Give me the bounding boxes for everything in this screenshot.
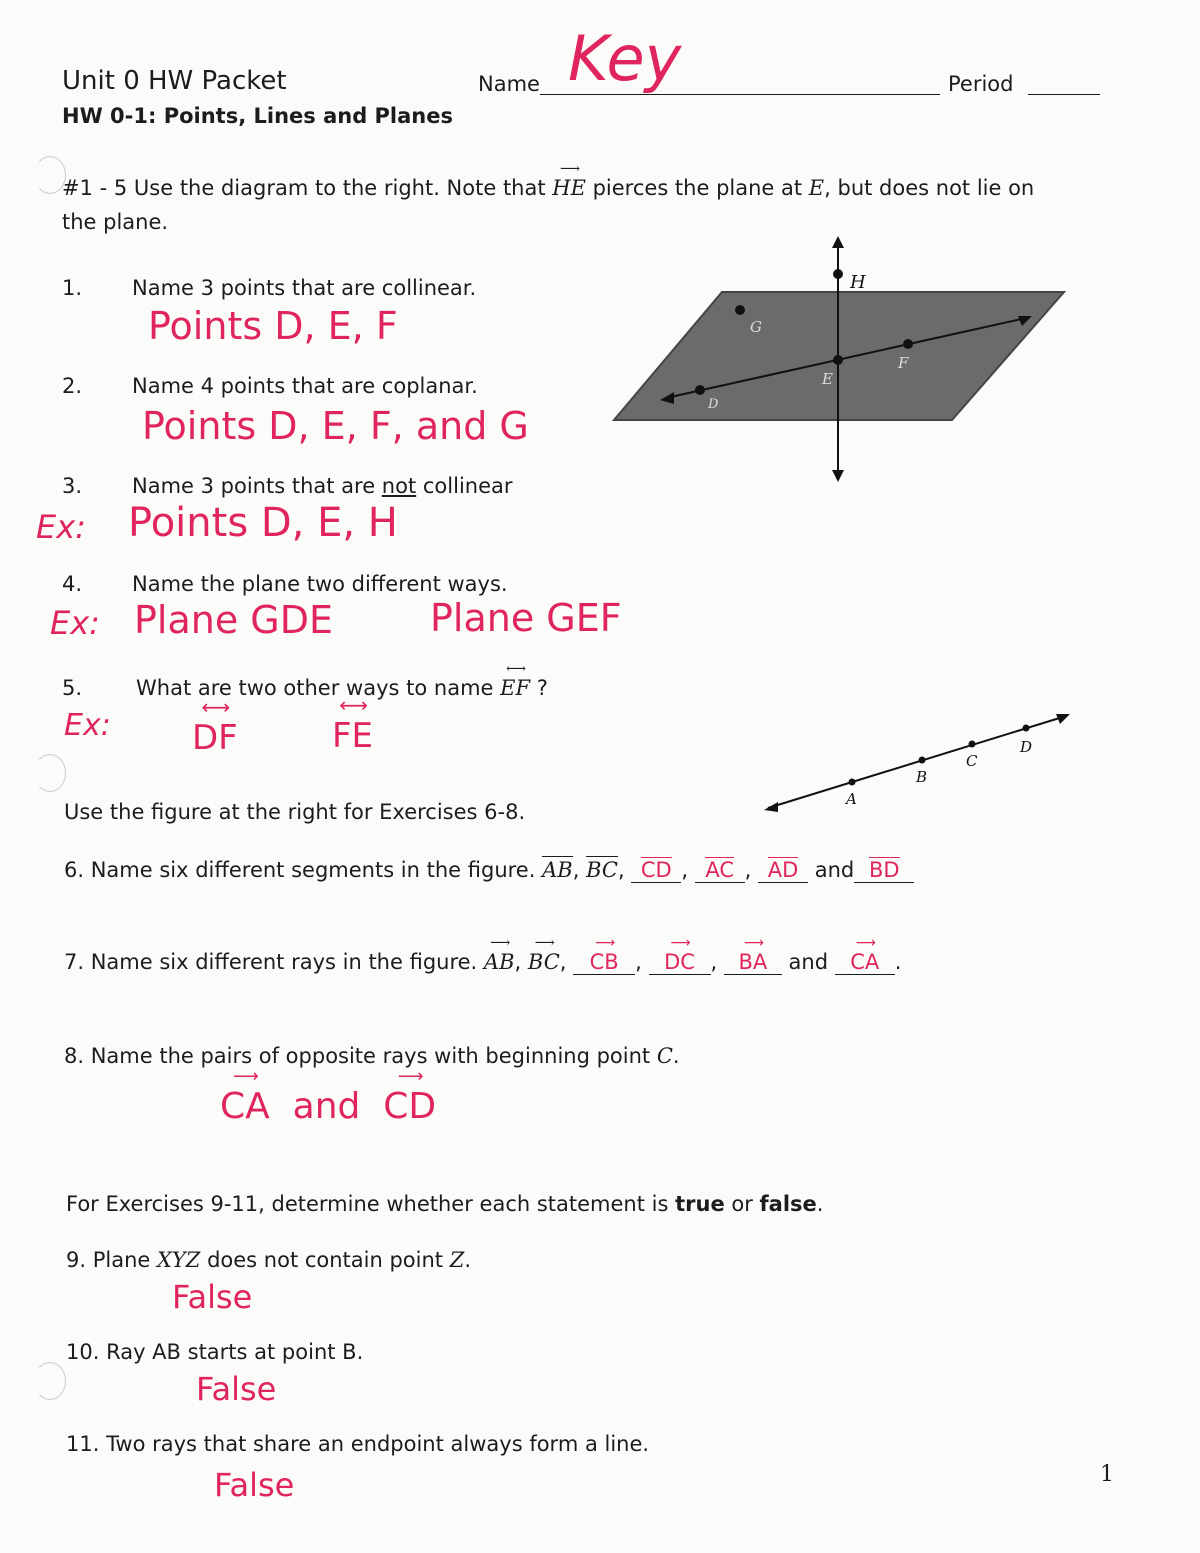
q4-text: Name the plane two different ways. (132, 572, 508, 596)
label-g: G (750, 318, 762, 336)
q6-given-2: BC (586, 858, 618, 882)
point-e (833, 355, 843, 365)
q6-answer-1: CD (631, 857, 681, 883)
q7-answer-2: ⟶ DC (649, 950, 711, 975)
label-c: C (966, 752, 978, 770)
q6: 6. Name six different segments in the figure. AB, BC, CD , AC , AD and BD (64, 856, 914, 883)
intro-line-2: the plane. (62, 210, 169, 234)
arrow-right-icon (1056, 714, 1070, 724)
q7: 7. Name six different rays in the figure. ⟶ AB, ⟶ BC, ⟶ CB , ⟶ DC , ⟶ BA and ⟶ CA . (64, 935, 902, 974)
q6-given-1: AB (542, 858, 573, 882)
point-d (695, 385, 705, 395)
section2-intro: Use the figure at the right for Exercises 6-8. (64, 800, 526, 824)
q2-answer: Points D, E, F, and G (142, 404, 529, 448)
punch-hole (34, 1362, 66, 1400)
name-label: Name (478, 72, 540, 96)
packet-title: Unit 0 HW Packet (62, 66, 287, 96)
ray-he: ⟶ HE (552, 161, 586, 200)
label-e: E (822, 370, 833, 388)
point-d (1023, 725, 1030, 732)
label-a: A (846, 790, 857, 808)
q3-answer: Points D, E, H (128, 500, 398, 546)
name-answer: Key (568, 22, 682, 95)
q5-answer-1: ⟷ DF (192, 695, 238, 758)
q5-answer-2: ⟷ FE (332, 693, 374, 756)
q11-answer: False (214, 1466, 295, 1504)
q3-num: 3. (62, 474, 83, 498)
q5-num: 5. (62, 676, 83, 700)
point-f (903, 339, 913, 349)
arrow-left-icon (764, 802, 778, 812)
q3-ex: Ex: (36, 508, 86, 546)
intro-line-1: #1 - 5 Use the diagram to the right. Note that ⟶ HE pierces the plane at E, but does not lie on (62, 161, 1035, 200)
label-d: D (708, 397, 719, 412)
point-g (735, 305, 745, 315)
arrow-up-icon (832, 236, 844, 248)
q9-answer: False (172, 1278, 253, 1316)
q7-answer-3: ⟶ BA (724, 950, 782, 975)
q8-text: 8. Name the pairs of opposite rays with beginning point C. (64, 1044, 680, 1068)
plane-diagram (600, 232, 1080, 488)
q9-text: 9. Plane XYZ does not contain point Z. (66, 1248, 471, 1272)
q4-ex: Ex: (50, 604, 100, 642)
q7-answer-4: ⟶ CA (835, 950, 895, 975)
q10-text: 10. Ray AB starts at point B. (66, 1340, 364, 1364)
q5-text: What are two other ways to name ⟷ EF ? (136, 661, 548, 700)
label-f: F (898, 354, 909, 372)
arrow-down-icon (832, 470, 844, 482)
q6-answer-3: AD (758, 857, 808, 883)
period-label: Period (948, 72, 1014, 96)
label-b: B (916, 768, 928, 786)
punch-hole (34, 754, 66, 792)
line-figure (760, 706, 1076, 818)
q4-num: 4. (62, 572, 83, 596)
point-h (833, 269, 843, 279)
q11-text: 11. Two rays that share an endpoint always form a line. (66, 1432, 650, 1456)
q5-ex: Ex: (64, 708, 111, 743)
q7-answer-1: ⟶ CB (573, 950, 635, 975)
line-ef: ⟷ EF (500, 661, 531, 700)
q1-answer: Points D, E, F (148, 304, 398, 348)
q2-text: Name 4 points that are coplanar. (132, 374, 478, 398)
q6-answer-4: BD (854, 857, 914, 883)
q10-answer: False (196, 1370, 277, 1408)
q3-text: Name 3 points that are not collinear (132, 474, 513, 498)
q6-answer-2: AC (695, 857, 745, 883)
q1-num: 1. (62, 276, 83, 300)
q1-text: Name 3 points that are collinear. (132, 276, 477, 300)
q4-answer-2: Plane GEF (430, 596, 622, 640)
page-number: 1 (1100, 1462, 1114, 1487)
q8-answer: ⟶ CA and ⟶ CD (220, 1066, 437, 1127)
line-ad (768, 716, 1066, 808)
point-a (849, 779, 856, 786)
q4-answer-1: Plane GDE (134, 598, 334, 642)
point-b (919, 757, 926, 764)
q7-given-2: ⟶ BC (527, 935, 560, 974)
label-h: H (850, 272, 866, 293)
section-title: HW 0-1: Points, Lines and Planes (62, 104, 453, 128)
q2-num: 2. (62, 374, 83, 398)
label-d: D (1020, 738, 1033, 756)
period-line (1028, 94, 1100, 95)
q7-given-1: ⟶ AB (483, 935, 515, 974)
point-c (969, 741, 976, 748)
section3-intro: For Exercises 9-11, determine whether each statement is true or false. (66, 1192, 824, 1216)
